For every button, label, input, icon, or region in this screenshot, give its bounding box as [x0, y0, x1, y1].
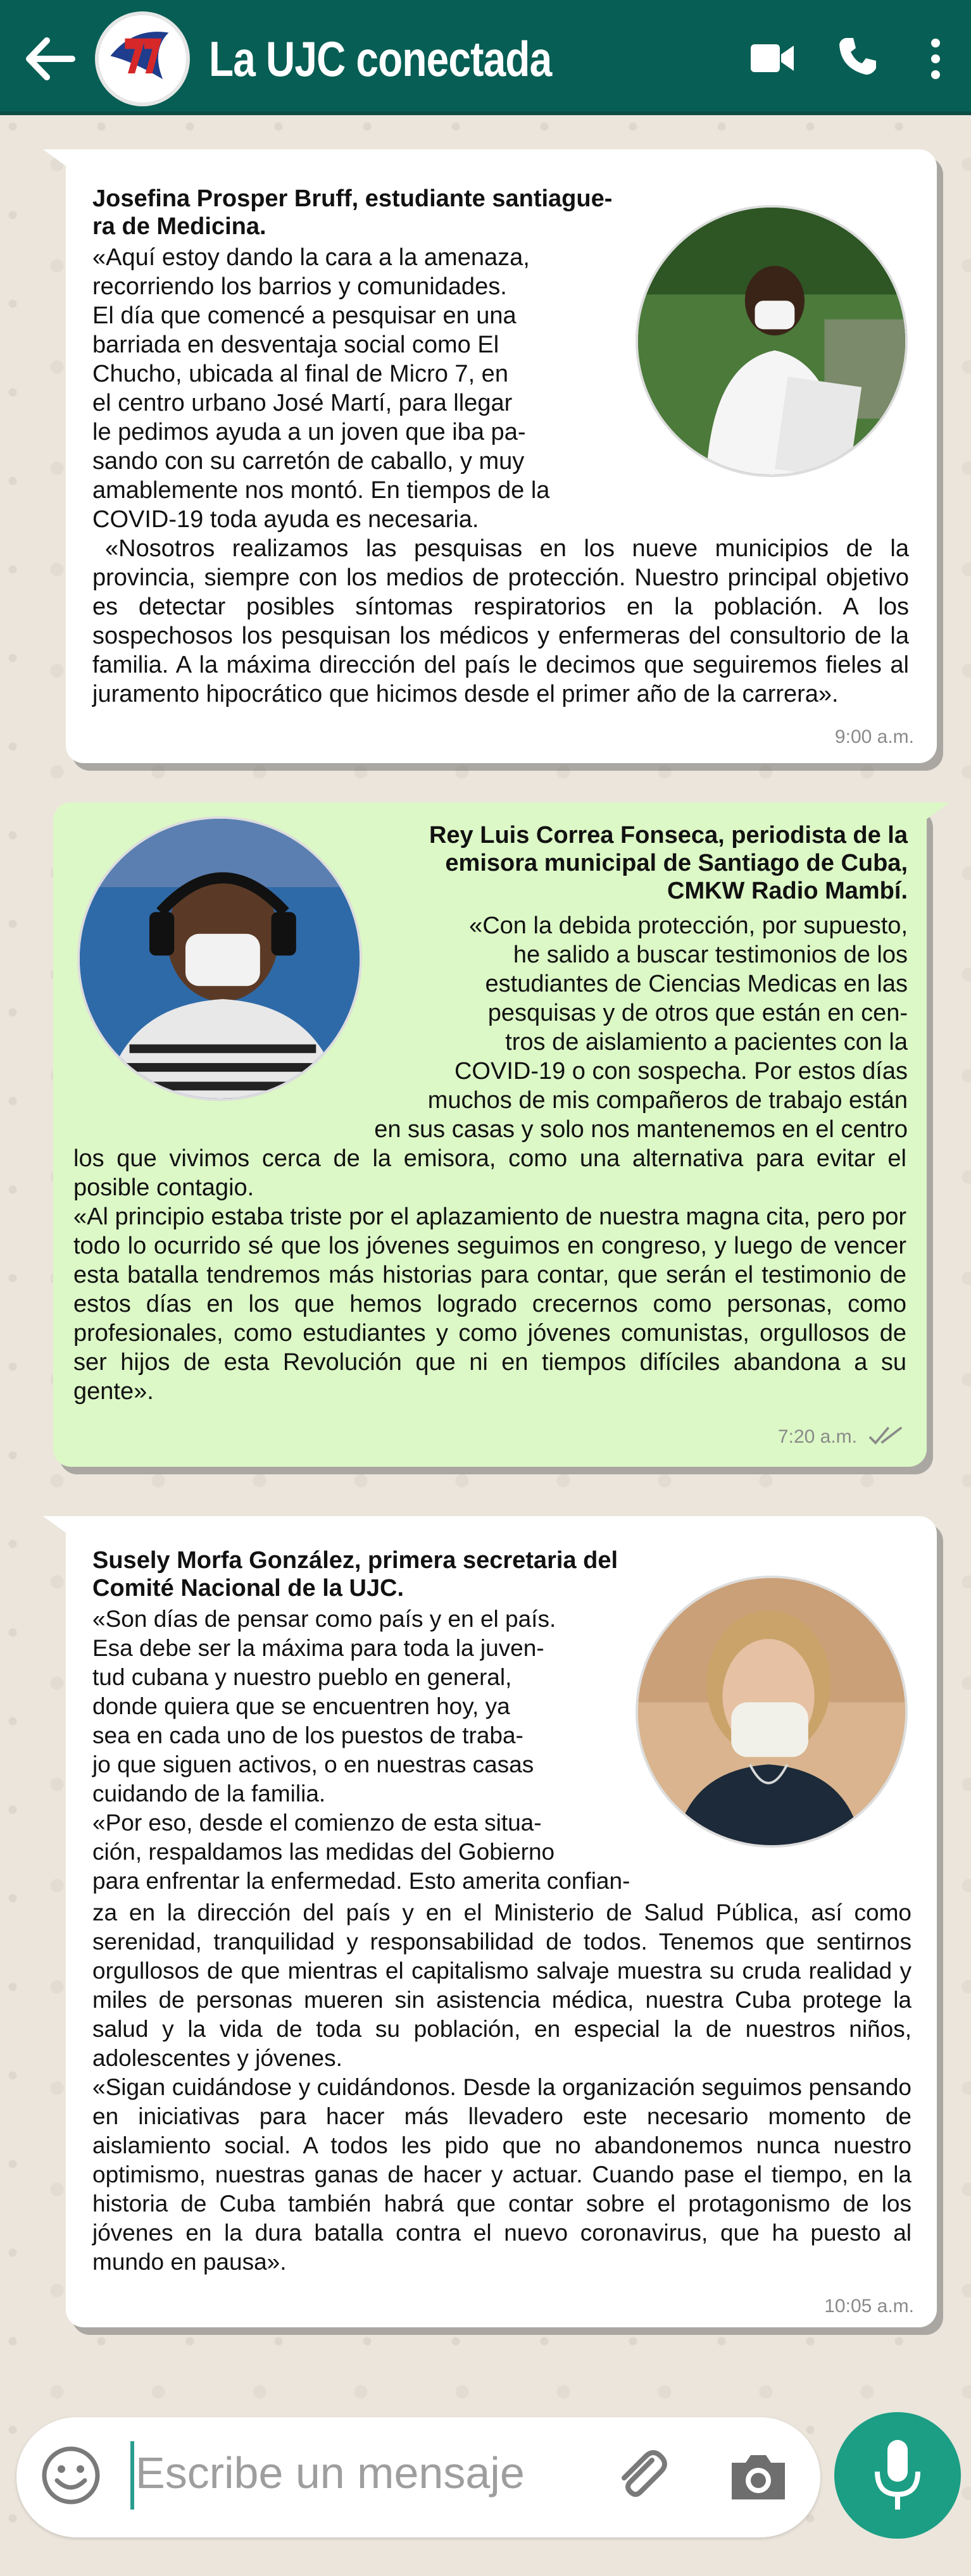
message-author: Rey Luis Correa Fonseca, periodista de la emisora municipal de Santiago de Cuba, CMKW Radio Mambí.	[429, 822, 908, 904]
bubble-tail	[43, 1516, 81, 1544]
message-time: 9:00 a.m.	[834, 726, 914, 747]
message-time: 7:20 a.m.	[777, 1426, 857, 1447]
message-text: «Con la debida protección, por supuesto, he salido a buscar testimonios de los estudiantes de Ciencias Medicas en las pesquisas y de otros que están en cen- tros de aislamiento a pacientes con la COVID-19 o con sospecha. Por estos días muchos de mis compañeros de trabajo están en sus casas y solo nos mantenemos en el centro	[374, 912, 908, 1143]
message-author: Josefina Prosper Bruff, estudiante santiague- ra de Medicina.	[92, 185, 613, 240]
message-bubble-incoming[interactable]	[66, 1516, 937, 2327]
video-call-icon[interactable]	[749, 39, 795, 77]
person-photo-icon	[638, 1578, 905, 1845]
more-options-icon[interactable]	[928, 37, 943, 81]
phone-call-icon[interactable]	[837, 35, 879, 77]
message-text: los que vivimos cerca de la emisora, como una alternativa para evitar el posible contagio. «Al principio estaba triste por el aplazamiento de nuestra magna cita, pero por todo lo ocurrido sé que los jóvenes seguimos en congreso, y luego de vencer esta batalla tendremos más historias para contar, que serán el testimonio de estos días en los que hemos logrado crecernos como personas, como profesionales, como estudiantes y como jóvenes comunistas, orgullosos de ser hijos de esta Revolución que ni en tiempos difíciles abandona a su gente».	[73, 1145, 906, 1405]
chat-title: La UJC conectada	[209, 31, 552, 87]
bubble-tail	[43, 149, 81, 177]
chat-header	[0, 0, 971, 115]
bubble-tail	[911, 802, 949, 830]
emoji-icon[interactable]	[39, 2444, 103, 2507]
photo-susely[interactable]	[636, 1576, 908, 1848]
voice-message-button[interactable]	[834, 2412, 961, 2539]
person-photo-icon	[638, 208, 905, 475]
attach-icon[interactable]	[608, 2441, 671, 2504]
microphone-icon	[872, 2440, 923, 2511]
message-text: za en la dirección del país y en el Ministerio de Salud Pública, así como serenidad, tranquilidad y responsabilidad de todos. Tenemos que sentirnos orgullosos de que mientras el capitalismo salvaje muestra su cruda realidad y miles de personas mueren sin asistencia médica, nuestra Cuba protege la salud y la vida de toda su población, en especial la de nuestros niños, adolescentes y jóvenes. «Sigan cuidándose y cuidándonos. Desde la organización seguimos pensando en iniciativas para hacer más llevadero este necesario momento de aislamiento social. A todos les pido que no abandonemos nunca nuestro optimismo, nuestras ganas de hacer y actuar. Cuando pase el tiempo, en la historia de Cuba también habrá que contar sobre el protagonismo de los jóvenes en la dura batalla contra el nuevo coronavirus, que ha puesto al mundo en pausa».	[92, 1900, 911, 2275]
message-input[interactable]: Escribe un mensaje	[135, 2448, 525, 2498]
photo-josefina[interactable]	[636, 205, 908, 477]
camera-icon[interactable]	[727, 2450, 790, 2503]
double-check-icon	[868, 1425, 904, 1447]
message-text: «Son días de pensar como país y en el país. Esa debe ser la máxima para toda la juven- tud cubana y nuestro pueblo en general, donde quiera que se encuentren hoy, ya sea en cada uno de los puestos de traba- jo que siguen activos, o en nuestras casas cuidando de la familia. «Por eso, desde el comienzo de esta situa- ción, respaldamos las medidas del Gobierno para enfrentar la enfermedad. Esto amerita confian-	[92, 1606, 630, 1894]
message-text: «Aquí estoy dando la cara a la amenaza, recorriendo los barrios y comunidades. El día que comencé a pesquisar en una barriada en desventaja social como El Chucho, ubicada al final de Micro 7, en el centro urbano José Martí, para llegar le pedimos ayuda a un joven que iba pa- sando con su carretón de caballo, y muy amablemente nos montó. En tiempos de la COVID-19 toda ayuda es necesaria.	[92, 244, 550, 533]
ujc-logo-icon	[99, 15, 186, 103]
message-text: «Nosotros realizamos las pesquisas en los nueve municipios de la provincia, siempre con los medios de protección. Nuestro principal objetivo es detectar posibles síntomas respiratorios en la población. A los sospechosos los pesquisan los médicos y enfermeras del consultorio de la familia. A la máxima dirección del país le decimos que seguiremos fieles al juramento hipocrático que hicimos desde el primer año de la carrera».	[92, 535, 909, 707]
message-author: Susely Morfa González, primera secretaria del Comité Nacional de la UJC.	[92, 1547, 618, 1602]
message-time: 10:05 a.m.	[824, 2296, 914, 2317]
message-bubble-incoming[interactable]	[66, 149, 937, 763]
group-avatar[interactable]	[95, 11, 190, 106]
back-arrow-icon[interactable]	[22, 30, 78, 87]
text-cursor	[130, 2441, 134, 2510]
message-bubble-outgoing[interactable]	[53, 802, 927, 1467]
